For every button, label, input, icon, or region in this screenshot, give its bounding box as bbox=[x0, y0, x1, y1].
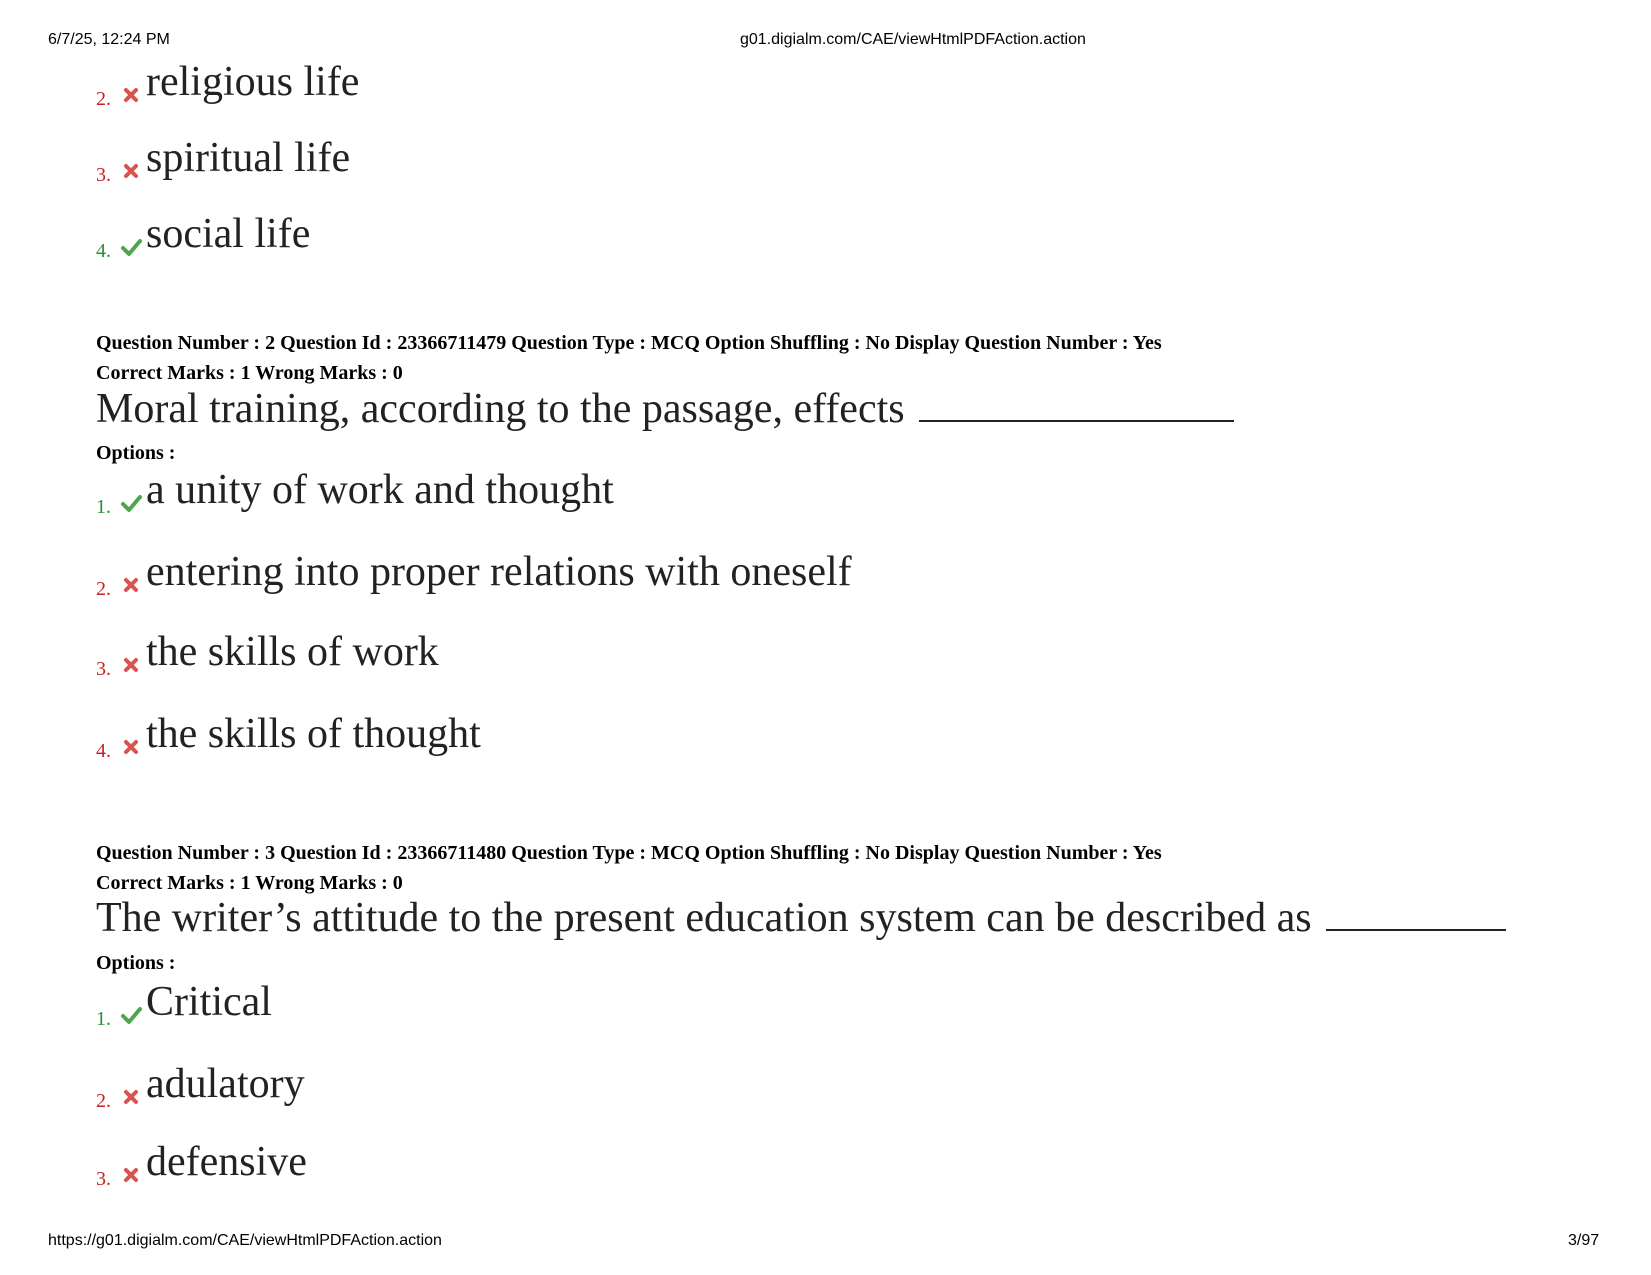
cross-icon bbox=[120, 654, 142, 676]
check-icon bbox=[120, 1004, 142, 1026]
print-url: g01.digialm.com/CAE/viewHtmlPDFAction.action bbox=[740, 31, 1086, 48]
option-number: 1. bbox=[96, 1008, 111, 1030]
cross-icon bbox=[120, 1164, 142, 1186]
footer-url: https://g01.digialm.com/CAE/viewHtmlPDFAction.action bbox=[48, 1232, 442, 1249]
option-text: religious life bbox=[146, 59, 360, 105]
question-text-content: Moral training, according to the passage, effects bbox=[96, 386, 905, 432]
option-number: 3. bbox=[96, 164, 111, 186]
option-number: 3. bbox=[96, 1168, 111, 1190]
check-icon bbox=[120, 236, 142, 258]
option-text: social life bbox=[146, 211, 311, 257]
question-meta: Question Number : 3 Question Id : 23366711480 Question Type : MCQ Option Shuffling : No Display Question Number : Yes bbox=[96, 842, 1162, 864]
option-text: Critical bbox=[146, 979, 272, 1025]
option-text: a unity of work and thought bbox=[146, 467, 614, 513]
question-meta: Question Number : 2 Question Id : 23366711479 Question Type : MCQ Option Shuffling : No Display Question Number : Yes bbox=[96, 332, 1162, 354]
option-text: spiritual life bbox=[146, 135, 351, 181]
option-text: the skills of thought bbox=[146, 711, 481, 757]
cross-icon bbox=[120, 736, 142, 758]
cross-icon bbox=[120, 160, 142, 182]
page-number: 3/97 bbox=[1568, 1232, 1600, 1249]
answer-blank bbox=[919, 390, 1234, 422]
option-number: 2. bbox=[96, 578, 111, 600]
question-marks: Correct Marks : 1 Wrong Marks : 0 bbox=[96, 362, 403, 384]
options-label: Options : bbox=[96, 952, 176, 974]
option-text: entering into proper relations with oneself bbox=[146, 549, 852, 595]
question-marks: Correct Marks : 1 Wrong Marks : 0 bbox=[96, 872, 403, 894]
print-datetime: 6/7/25, 12:24 PM bbox=[48, 31, 170, 48]
option-text: adulatory bbox=[146, 1061, 305, 1107]
option-number: 1. bbox=[96, 496, 111, 518]
option-number: 4. bbox=[96, 740, 111, 762]
option-number: 4. bbox=[96, 240, 111, 262]
cross-icon bbox=[120, 1086, 142, 1108]
option-number: 3. bbox=[96, 658, 111, 680]
option-text: defensive bbox=[146, 1139, 307, 1185]
check-icon bbox=[120, 492, 142, 514]
option-number: 2. bbox=[96, 88, 111, 110]
question-text-content: The writer’s attitude to the present education system can be described as bbox=[96, 895, 1312, 941]
cross-icon bbox=[120, 84, 142, 106]
option-number: 2. bbox=[96, 1090, 111, 1112]
cross-icon bbox=[120, 574, 142, 596]
options-label: Options : bbox=[96, 442, 176, 464]
option-text: the skills of work bbox=[146, 629, 439, 675]
question-text bbox=[96, 894, 1506, 942]
answer-blank bbox=[1326, 899, 1506, 931]
question-text bbox=[96, 385, 1234, 433]
